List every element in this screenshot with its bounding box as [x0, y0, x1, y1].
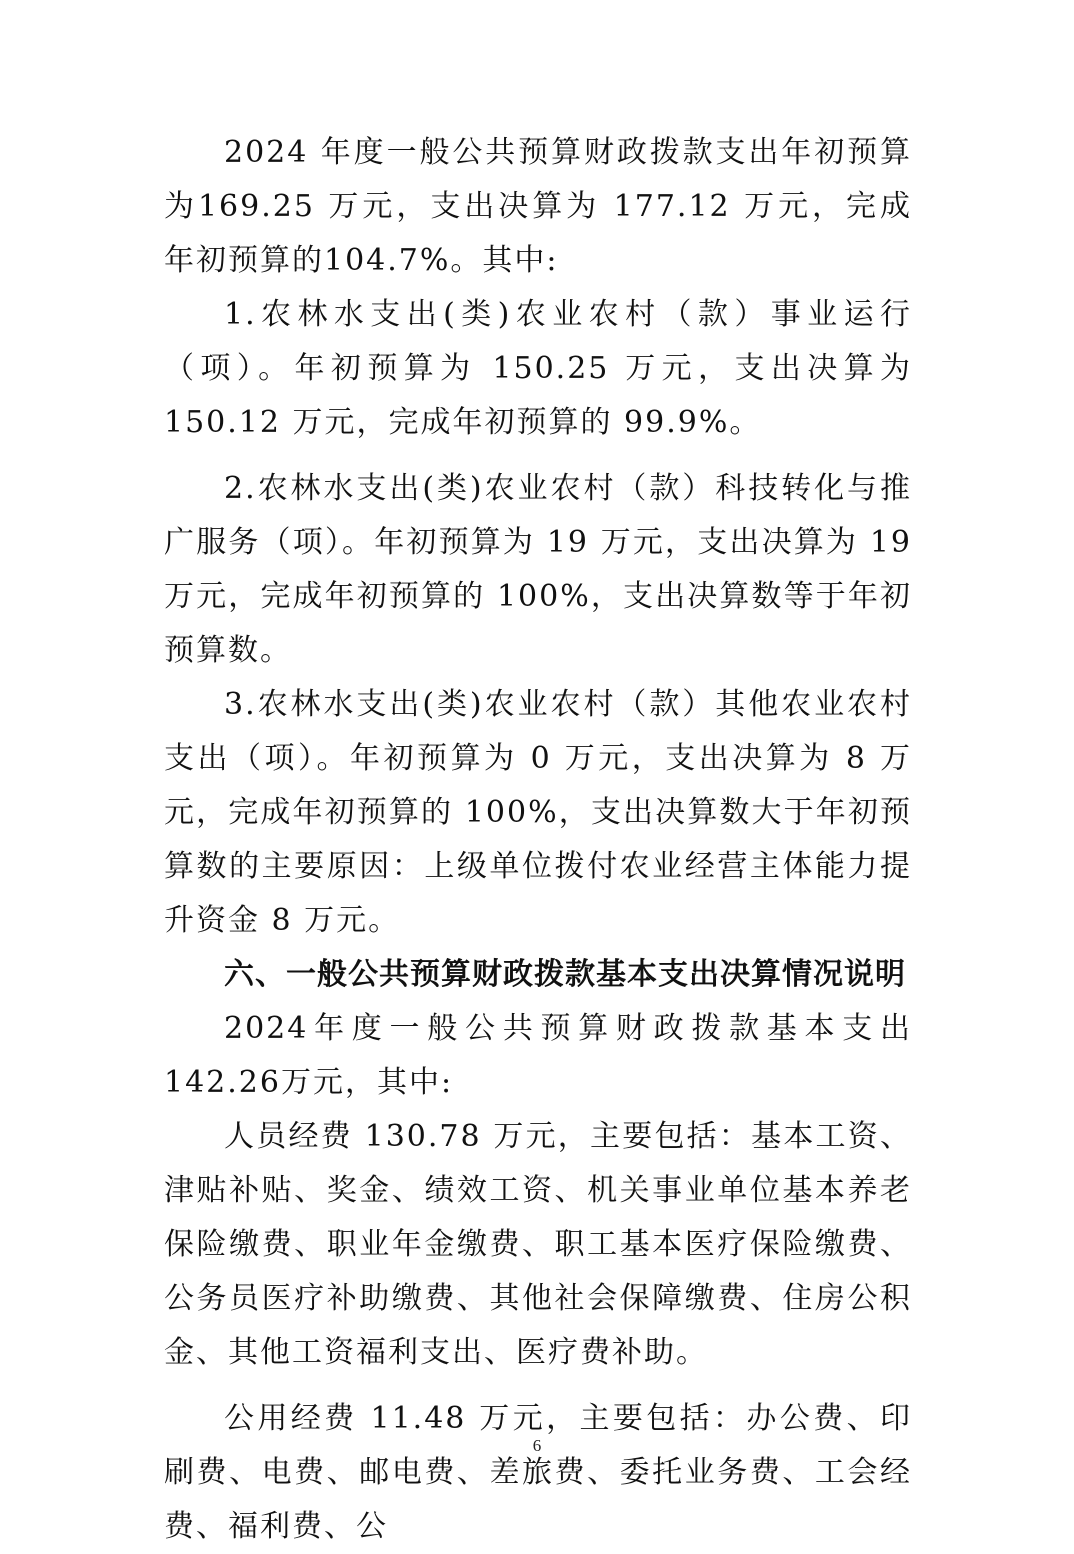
paragraph-personnel-costs: 人员经费 130.78 万元，主要包括：基本工资、津贴补贴、奖金、绩效工资、机关事业单位基本养老保险缴费、职业年金缴费、职工基本医疗保险缴费、公务员医疗补助缴费、其他社会保障缴费、住房公积金、其他工资福利支出、医疗费补助。: [164, 1119, 912, 1370]
paragraph-item-2: 2.农林水支出(类)农业农村（款）科技转化与推广服务（项）。年初预算为 19 万元，支出决算为 19 万元，完成年初预算的 100%，支出决算数等于年初预算数。: [164, 471, 912, 668]
paragraph-basic-expenditure: 2024年度一般公共预算财政拨款基本支出142.26万元，其中:: [164, 1011, 912, 1100]
section-heading: 六、一般公共预算财政拨款基本支出决算情况说明: [224, 957, 906, 992]
paragraph-public-costs: 公用经费 11.48 万元，主要包括：办公费、印刷费、电费、邮电费、差旅费、委托业务费、工会经费、福利费、公: [164, 1401, 912, 1544]
document-body: [164, 126, 912, 1554]
paragraph-budget-summary: 2024 年度一般公共预算财政拨款支出年初预算为169.25 万元，支出决算为 177.12 万元，完成年初预算的104.7%。其中:: [164, 135, 912, 278]
paragraph-item-1: 1.农林水支出(类)农业农村（款）事业运行（项）。年初预算为 150.25 万元，支出决算为 150.12 万元，完成年初预算的 99.9%。: [164, 297, 912, 440]
page-number: 6: [532, 1436, 542, 1455]
paragraph-item-3: 3.农林水支出(类)农业农村（款）其他农业农村支出（项）。年初预算为 0 万元，支出决算为 8 万元，完成年初预算的 100%，支出决算数大于年初预算数的主要原因：上级单位拨付农业经营主体能力提升资金 8 万元。: [164, 687, 912, 938]
